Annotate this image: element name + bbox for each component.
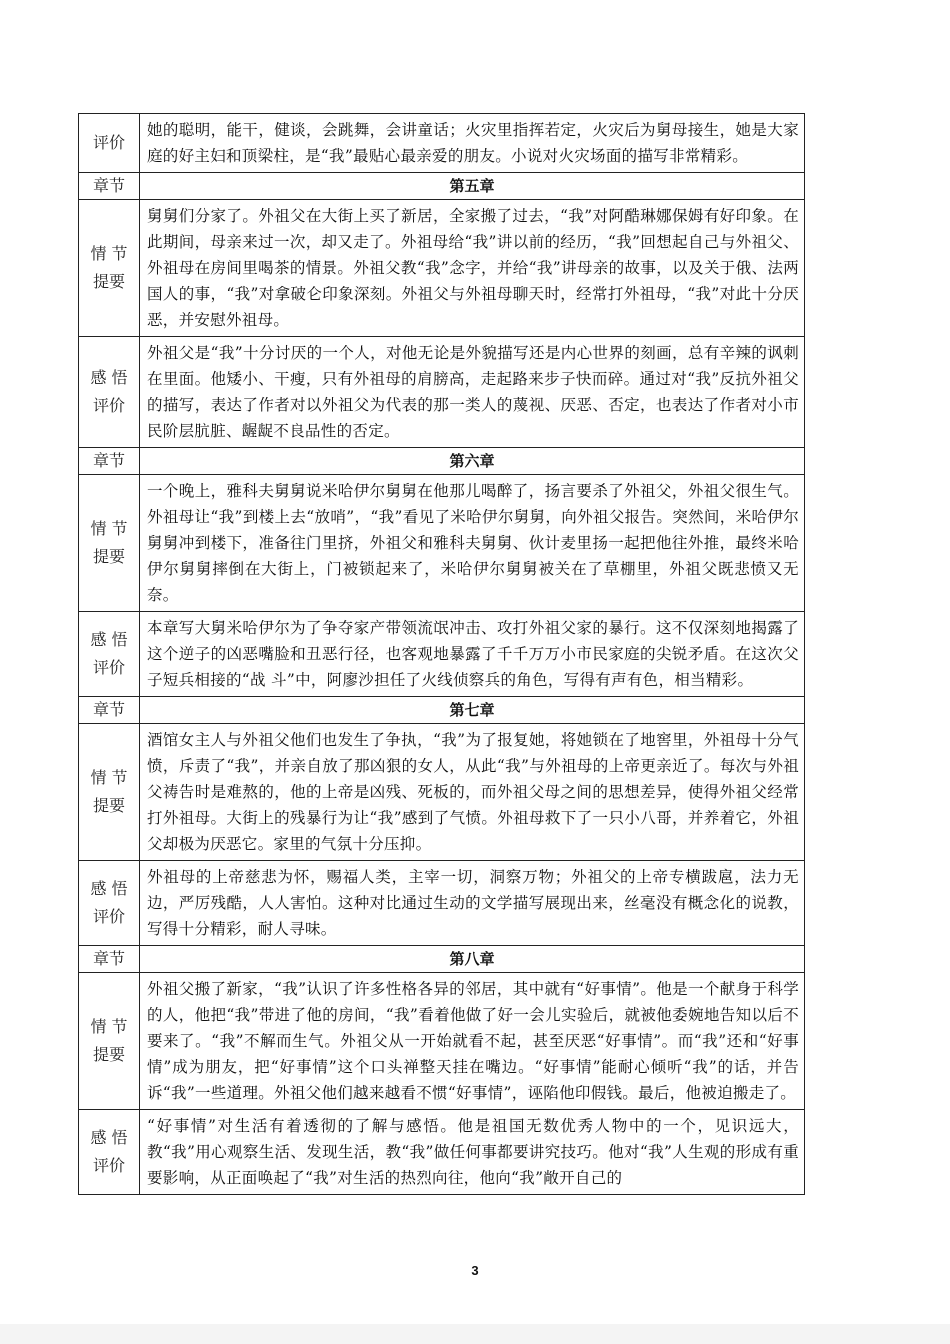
review-row (79, 337, 805, 448)
review-label (79, 1110, 140, 1195)
review-content: 本章写大舅米哈伊尔为了争夺家产带领流氓冲击、攻打外祖父家的暴行。这不仅深刻地揭露了这个逆子的凶恶嘴脸和丑恶行径，也客观地暴露了千千万万小市民家庭的尖锐矛盾。在这次父子短兵相接的“战 斗”中，阿廖沙担任了火线侦察兵的角色，写得有声有色，相当精彩。 (140, 612, 805, 697)
plot-row (79, 200, 805, 337)
plot-label (79, 200, 140, 337)
chapter-title: 第五章 (140, 173, 805, 200)
plot-content: 舅舅们分家了。外祖父在大街上买了新居，全家搬了过去，“我”对阿酷琳娜保姆有好印象。在此期间，母亲来过一次，却又走了。外祖母给“我”讲以前的经历，“我”回想起自己与外祖父、外祖母在房间里喝茶的情景。外祖父教“我”念字，并给“我”讲母亲的故事，以及关于俄、法两国人的事，“我”对拿破仑印象深刻。外祖父与外祖母聊天时，经常打外祖母，“我”对此十分厌恶，并安慰外祖母。 (140, 200, 805, 337)
review-label-line1: 感 悟 (90, 1128, 128, 1147)
plot-row (79, 973, 805, 1110)
chapter-label: 章节 (79, 173, 140, 200)
chapter-label: 章节 (79, 448, 140, 475)
review-row (79, 861, 805, 946)
review-label-line2: 评价 (92, 658, 125, 677)
plot-label-line2: 提要 (92, 272, 125, 291)
plot-row (79, 724, 805, 861)
chapter-header-row (79, 448, 805, 475)
plot-label-line2: 提要 (92, 547, 125, 566)
plot-row (79, 475, 805, 612)
review-label-line2: 评价 (92, 907, 125, 926)
review-content: 外祖母的上帝慈悲为怀，赐福人类，主宰一切，洞察万物；外祖父的上帝专横跋扈，法力无边，严厉残酷，人人害怕。这种对比通过生动的文学描写展现出来，丝毫没有概念化的说教，写得十分精彩，耐人寻味。 (140, 861, 805, 946)
review-label-line1: 感 悟 (90, 879, 128, 898)
plot-content: 酒馆女主人与外祖父他们也发生了争执，“我”为了报复她，将她锁在了地窖里，外祖母十分气愤，斥责了“我”，并亲自放了那凶狠的女人，从此“我”与外祖母的上帝更亲近了。每次与外祖父祷告时是难熬的，他的上帝是凶残、死板的，而外祖父母之间的思想差异，使得外祖父经常打外祖母。大街上的残暴行为让“我”感到了气愤。外祖母救下了一只小八哥，并养着它，外祖父却极为厌恶它。家里的气氛十分压抑。 (140, 724, 805, 861)
review-label-text: 评价 (92, 133, 125, 152)
review-label (79, 337, 140, 448)
review-content: 外祖父是“我”十分讨厌的一个人，对他无论是外貌描写还是内心世界的刻画，总有辛辣的讽刺在里面。他矮小、干瘦，只有外祖母的肩膀高，走起路来步子快而碎。通过对“我”反抗外祖父的描写，表达了作者对以外祖父为代表的那一类人的蔑视、厌恶、否定，也表达了作者对小市民阶层肮脏、龌龊不良品性的否定。 (140, 337, 805, 448)
review-row (79, 1110, 805, 1195)
page-number: 3 (471, 1263, 479, 1278)
plot-label-line1: 情 节 (90, 244, 128, 263)
review-row (79, 612, 805, 697)
review-label (79, 612, 140, 697)
chapter-title: 第六章 (140, 448, 805, 475)
chapter-title: 第七章 (140, 697, 805, 724)
table-row (79, 114, 805, 173)
plot-label-line1: 情 节 (90, 519, 128, 538)
review-content: 她的聪明，能干，健谈，会跳舞，会讲童话；火灾里指挥若定，火灾后为舅母接生，她是大家庭的好主妇和顶梁柱，是“我”最贴心最亲爱的朋友。小说对火灾场面的描写非常精彩。 (140, 114, 805, 173)
plot-content: 一个晚上，雅科夫舅舅说米哈伊尔舅舅在他那儿喝醉了，扬言要杀了外祖父，外祖父很生气。外祖母让“我”到楼上去“放哨”，“我”看见了米哈伊尔舅舅，向外祖父报告。突然间，米哈伊尔舅舅冲到楼下，准备往门里挤，外祖父和雅科夫舅舅、伙计麦里扬一起把他往外推，最终米哈伊尔舅舅摔倒在大街上，门被锁起来了，米哈伊尔舅舅被关在了草棚里，外祖父既悲愤又无奈。 (140, 475, 805, 612)
plot-label (79, 973, 140, 1110)
chapter-title: 第八章 (140, 946, 805, 973)
review-label-line1: 感 悟 (90, 630, 128, 649)
chapter-header-row (79, 946, 805, 973)
chapter-header-row (79, 697, 805, 724)
plot-label-line2: 提要 (92, 796, 125, 815)
plot-label (79, 724, 140, 861)
review-content: “好事情”对生活有着透彻的了解与感悟。他是祖国无数优秀人物中的一个，见识远大，教“我”用心观察生活、发现生活，教“我”做任何事都要讲究技巧。他对“我”人生观的形成有重要影响，从正面唤起了“我”对生活的热烈向往，他向“我”敞开自己的 (140, 1110, 805, 1195)
chapter-header-row (79, 173, 805, 200)
chapter-summary-table (78, 113, 805, 1195)
plot-content: 外祖父搬了新家，“我”认识了许多性格各异的邻居，其中就有“好事情”。他是一个献身于科学的人，他把“我”带进了他的房间，“我”看着他做了好一会儿实验后，就被他委婉地告知以后不要来了。“我”不解而生气。外祖父从一开始就看不起，甚至厌恶“好事情”。而“我”还和“好事情”成为朋友，把“好事情”这个口头禅整天挂在嘴边。“好事情”能耐心倾听“我”的话，并告诉“我”一些道理。外祖父他们越来越看不惯“好事情”，诬陷他印假钱。最后，他被迫搬走了。 (140, 973, 805, 1110)
chapter-label: 章节 (79, 946, 140, 973)
review-label (79, 114, 140, 173)
review-label-line2: 评价 (92, 396, 125, 415)
review-label (79, 861, 140, 946)
plot-label (79, 475, 140, 612)
plot-label-line1: 情 节 (90, 768, 128, 787)
plot-label-line2: 提要 (92, 1045, 125, 1064)
bottom-strip (0, 1324, 950, 1344)
plot-label-line1: 情 节 (90, 1017, 128, 1036)
review-label-line1: 感 悟 (90, 368, 128, 387)
review-label-line2: 评价 (92, 1156, 125, 1175)
chapter-label: 章节 (79, 697, 140, 724)
